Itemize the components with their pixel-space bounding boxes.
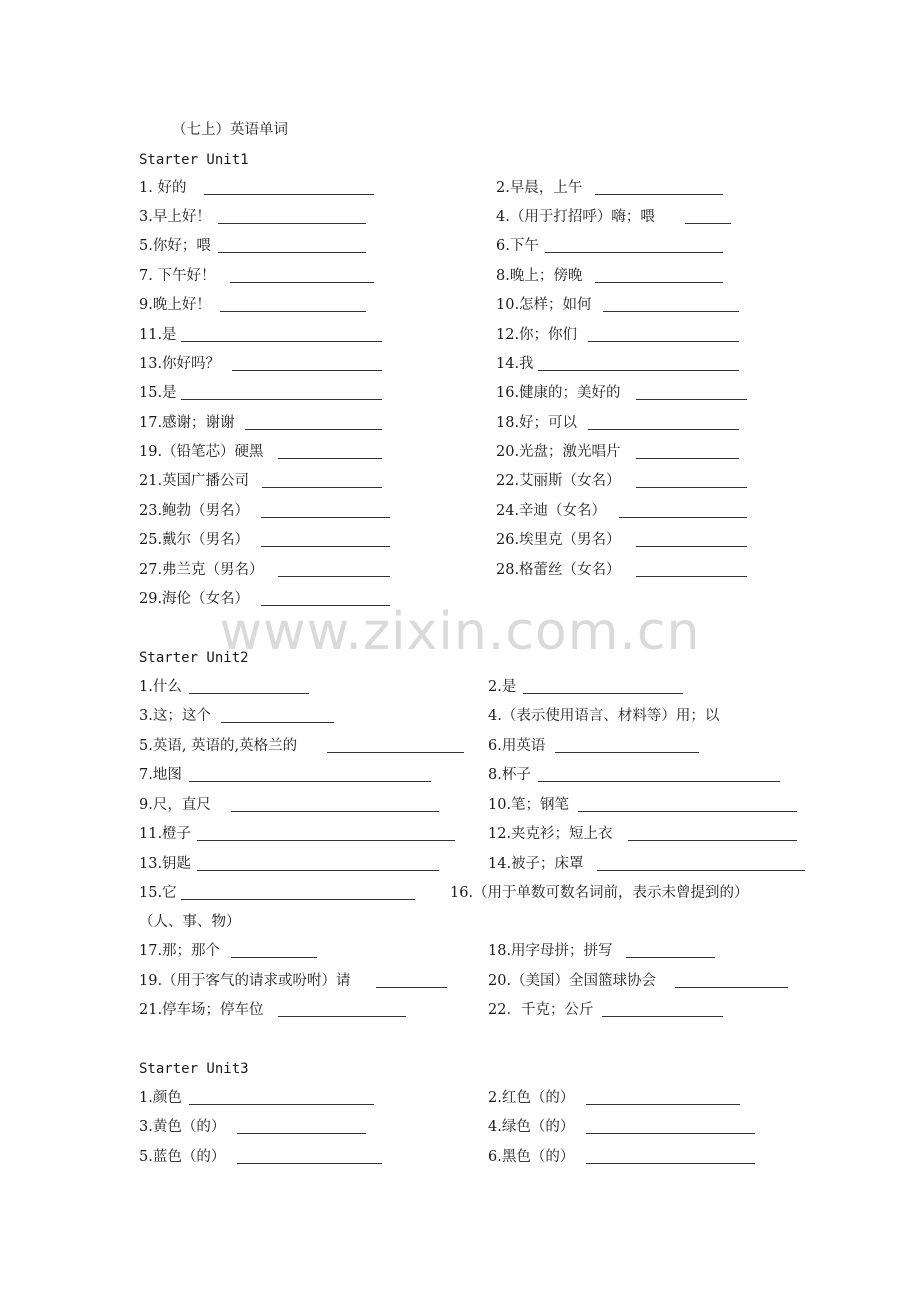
answer-line[interactable] xyxy=(523,693,683,694)
vocab-item: 8.晚上；傍晚 xyxy=(496,268,583,284)
answer-line[interactable] xyxy=(181,899,415,900)
answer-line[interactable] xyxy=(189,693,309,694)
answer-line[interactable] xyxy=(278,1016,406,1017)
answer-line[interactable] xyxy=(595,282,723,283)
vocab-item: 3.早上好！ xyxy=(139,209,211,225)
vocab-item: 5.蓝色（的） xyxy=(139,1149,226,1165)
vocab-item: 28.格蕾丝（女名） xyxy=(496,562,621,578)
vocab-item: 20.光盘；激光唱片 xyxy=(496,444,621,460)
vocab-item: 4.（表示使用语言、材料等）用；以 xyxy=(488,708,720,724)
vocab-item: 12.夹克衫；短上衣 xyxy=(488,826,613,842)
answer-line[interactable] xyxy=(262,487,382,488)
vocab-item: 2.是 xyxy=(488,679,517,695)
answer-line[interactable] xyxy=(588,429,739,430)
vocab-item: 4.绿色（的） xyxy=(488,1119,575,1135)
answer-line[interactable] xyxy=(231,811,439,812)
answer-line[interactable] xyxy=(586,1133,755,1134)
answer-line[interactable] xyxy=(545,252,723,253)
vocab-item: 14.被子；床罩 xyxy=(488,856,584,872)
answer-line[interactable] xyxy=(204,194,374,195)
answer-line[interactable] xyxy=(181,399,382,400)
vocab-item: 19.（铅笔芯）硬黑 xyxy=(139,444,264,460)
vocab-item: 4.（用于打招呼）嗨；喂 xyxy=(496,209,655,225)
answer-line[interactable] xyxy=(218,223,366,224)
vocab-item: 17.那；那个 xyxy=(139,943,221,959)
answer-line[interactable] xyxy=(685,223,731,224)
answer-line[interactable] xyxy=(261,517,390,518)
answer-line[interactable] xyxy=(230,282,374,283)
vocab-item: 12.你；你们 xyxy=(496,327,578,343)
answer-line[interactable] xyxy=(218,252,366,253)
answer-line[interactable] xyxy=(189,781,431,782)
answer-line[interactable] xyxy=(220,311,366,312)
answer-line[interactable] xyxy=(586,1163,755,1164)
answer-line[interactable] xyxy=(636,576,747,577)
answer-line[interactable] xyxy=(603,311,739,312)
vocab-item: 6.下午 xyxy=(496,238,539,254)
answer-line[interactable] xyxy=(555,752,699,753)
vocab-item: 25.戴尔（男名） xyxy=(139,532,250,548)
answer-line[interactable] xyxy=(586,1104,740,1105)
answer-line[interactable] xyxy=(597,870,805,871)
vocab-item: 3.黄色（的） xyxy=(139,1119,226,1135)
vocab-item: 2.红色（的） xyxy=(488,1090,575,1106)
vocab-item: 3.这；这个 xyxy=(139,708,211,724)
vocab-item: 14.我 xyxy=(496,356,534,372)
vocab-item-continuation: （人、事、物） xyxy=(139,914,241,930)
answer-line[interactable] xyxy=(588,341,739,342)
watermark: www.zixin.com.cn xyxy=(219,602,701,662)
vocab-item: 11.橙子 xyxy=(139,826,192,842)
vocab-item: 21.停车场；停车位 xyxy=(139,1002,264,1018)
answer-line[interactable] xyxy=(626,957,715,958)
vocab-item: 10.笔；钢笔 xyxy=(488,797,570,813)
answer-line[interactable] xyxy=(221,722,334,723)
answer-line[interactable] xyxy=(636,458,739,459)
answer-line[interactable] xyxy=(278,458,382,459)
vocab-item: 1.什么 xyxy=(139,679,182,695)
answer-line[interactable] xyxy=(578,811,797,812)
answer-line[interactable] xyxy=(261,605,390,606)
vocab-item: 26.埃里克（男名） xyxy=(496,532,621,548)
vocab-item: 5.你好；喂 xyxy=(139,238,211,254)
answer-line[interactable] xyxy=(602,1016,723,1017)
vocab-item: 23.鲍勃（男名） xyxy=(139,503,250,519)
answer-line[interactable] xyxy=(189,1104,374,1105)
answer-line[interactable] xyxy=(595,194,723,195)
answer-line[interactable] xyxy=(538,781,780,782)
vocab-item: 22.艾丽斯（女名） xyxy=(496,473,621,489)
vocab-item: 19.（用于客气的请求或吩咐）请 xyxy=(139,973,351,989)
answer-line[interactable] xyxy=(278,576,390,577)
answer-line[interactable] xyxy=(327,752,464,753)
vocab-item: 9.尺，直尺 xyxy=(139,797,211,813)
vocab-item: 18.好；可以 xyxy=(496,415,578,431)
answer-line[interactable] xyxy=(231,957,317,958)
answer-line[interactable] xyxy=(628,840,797,841)
vocab-item: 22．千克；公斤 xyxy=(488,1002,594,1018)
vocab-item: 7. 下午好！ xyxy=(139,268,216,284)
answer-line[interactable] xyxy=(636,399,747,400)
section-heading: Starter Unit3 xyxy=(139,1061,249,1077)
vocab-item: 9.晚上好！ xyxy=(139,297,211,313)
vocab-item: 13.钥匙 xyxy=(139,856,192,872)
answer-line[interactable] xyxy=(237,1163,382,1164)
vocab-item: 18.用字母拼；拼写 xyxy=(488,943,613,959)
answer-line[interactable] xyxy=(675,987,788,988)
answer-line[interactable] xyxy=(237,1133,366,1134)
vocab-item: 7.地图 xyxy=(139,767,182,783)
page-title: （七上）英语单词 xyxy=(172,122,288,138)
answer-line[interactable] xyxy=(232,370,382,371)
vocab-item: 16.健康的；美好的 xyxy=(496,385,621,401)
answer-line[interactable] xyxy=(245,429,382,430)
vocab-item: 24.辛迪（女名） xyxy=(496,503,607,519)
vocab-item: 5.英语, 英语的,英格兰的 xyxy=(139,738,298,754)
vocab-item: 17.感谢；谢谢 xyxy=(139,415,235,431)
vocab-item: 1. 好的 xyxy=(139,180,187,196)
vocab-item: 16.（用于单数可数名词前，表示未曾提到的） xyxy=(450,885,749,901)
vocab-item: 2.早晨，上午 xyxy=(496,180,583,196)
vocab-item: 8.杯子 xyxy=(488,767,531,783)
vocab-item: 1.颜色 xyxy=(139,1090,182,1106)
section-heading: Starter Unit1 xyxy=(139,152,249,168)
vocab-item: 21.英国广播公司 xyxy=(139,473,250,489)
vocab-item: 15.它 xyxy=(139,885,177,901)
vocab-item: 13.你好吗？ xyxy=(139,356,221,372)
vocab-item: 15.是 xyxy=(139,385,177,401)
answer-line[interactable] xyxy=(197,840,455,841)
answer-line[interactable] xyxy=(376,987,447,988)
vocab-item: 6.用英语 xyxy=(488,738,546,754)
answer-line[interactable] xyxy=(636,487,747,488)
vocab-item: 29.海伦（女名） xyxy=(139,591,250,607)
vocab-item: 20.（美国）全国篮球协会 xyxy=(488,973,657,989)
answer-line[interactable] xyxy=(197,870,439,871)
section-heading: Starter Unit2 xyxy=(139,650,249,666)
answer-line[interactable] xyxy=(636,546,747,547)
answer-line[interactable] xyxy=(181,341,382,342)
vocab-item: 6.黑色（的） xyxy=(488,1149,575,1165)
vocab-item: 27.弗兰克（男名） xyxy=(139,562,264,578)
answer-line[interactable] xyxy=(538,370,739,371)
vocab-item: 10.怎样；如何 xyxy=(496,297,592,313)
vocab-item: 11.是 xyxy=(139,327,177,343)
answer-line[interactable] xyxy=(261,546,390,547)
answer-line[interactable] xyxy=(619,517,747,518)
